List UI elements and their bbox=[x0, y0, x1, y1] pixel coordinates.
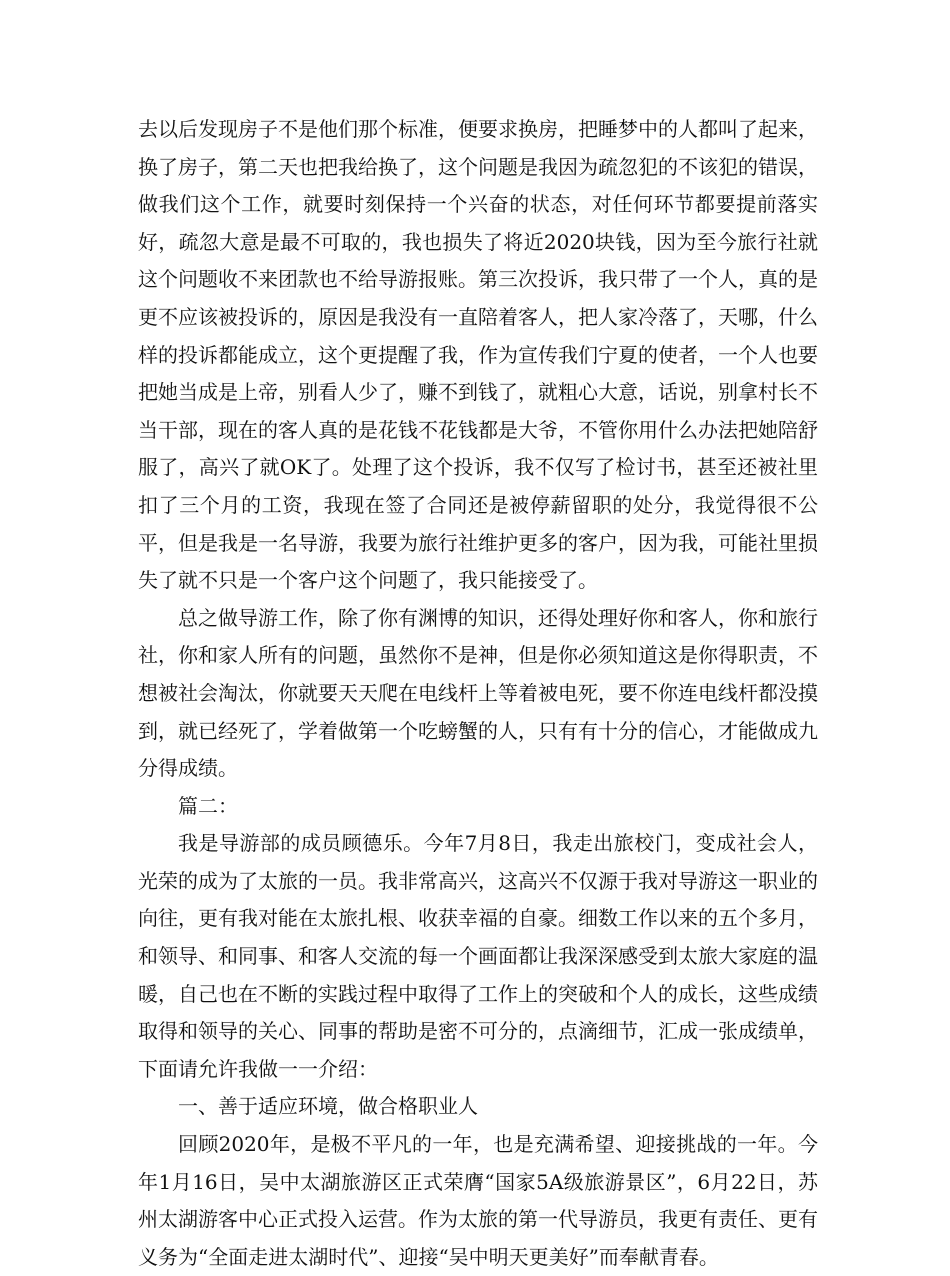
paragraph-continuation: 去以后发现房子不是他们那个标准，便要求换房，把睡梦中的人都叫了起来，换了房子，第二天也把我给换了，这个问题是我因为疏忽犯的不该犯的错误，做我们这个工作，就要时刻保持一个兴奋的状态，对任何环节都要提前落实好，疏忽大意是最不可取的，我也损失了将近2020块钱，因为至今旅行社就这个问题收不来团款也不给导游报账。第三次投诉，我只带了一个人，真的是更不应该被投诉的，原因是我没有一直陪着客人，把人家冷落了，天哪，什么样的投诉都能成立，这个更提醒了我，作为宣传我们宁夏的使者，一个人也要把她当成是上帝，别看人少了，赚不到钱了，就粗心大意，话说，别拿村长不当干部，现在的客人真的是花钱不花钱都是大爷，不管你用什么办法把她陪舒服了，高兴了就OK了。处理了这个投诉，我不仅写了检讨书，甚至还被社里扣了三个月的工资，我现在签了合同还是被停薪留职的处分，我觉得很不公平，但是我是一名导游，我要为旅行社维护更多的客户，因为我，可能社里损失了就不只是一个客户这个问题了，我只能接受了。 bbox=[138, 117, 818, 593]
paragraph-review: 回顾2020年，是极不平凡的一年，也是充满希望、迎接挑战的一年。今年1月16日，吴中太湖旅游区正式荣膺“国家5A级旅游景区”，6月22日，苏州太湖游客中心正式投入运营。作为太旅的第一代导游员，我更有责任、更有义务为“全面走进太湖时代”、迎接“吴中明天更美好”而奉献青春。 bbox=[138, 1132, 818, 1269]
document-body bbox=[138, 111, 818, 1276]
section-heading-part-two: 篇二： bbox=[178, 793, 238, 818]
paragraph-summary: 总之做导游工作，除了你有渊博的知识，还得处理好你和客人，你和旅行社，你和家人所有的问题，虽然你不是神，但是你必须知道这是你得职责，不想被社会淘汰，你就要天天爬在电线杆上等着被电死，要不你连电线杆都没摸到，就已经死了，学着做第一个吃螃蟹的人，只有有十分的信心，才能做成九分得成绩。 bbox=[138, 605, 818, 781]
subsection-heading-one: 一、善于适应环境，做合格职业人 bbox=[178, 1094, 478, 1119]
paragraph-introduction: 我是导游部的成员顾德乐。今年7月8日，我走出旅校门，变成社会人，光荣的成为了太旅的一员。我非常高兴，这高兴不仅源于我对导游这一职业的向往，更有我对能在太旅扎根、收获幸福的自豪。细数工作以来的五个多月，和领导、和同事、和客人交流的每一个画面都让我深深感受到太旅大家庭的温暖，自己也在不断的实践过程中取得了工作上的突破和个人的成长，这些成绩取得和领导的关心、同事的帮助是密不可分的，点滴细节，汇成一张成绩单，下面请允许我做一一介绍： bbox=[138, 831, 818, 1081]
